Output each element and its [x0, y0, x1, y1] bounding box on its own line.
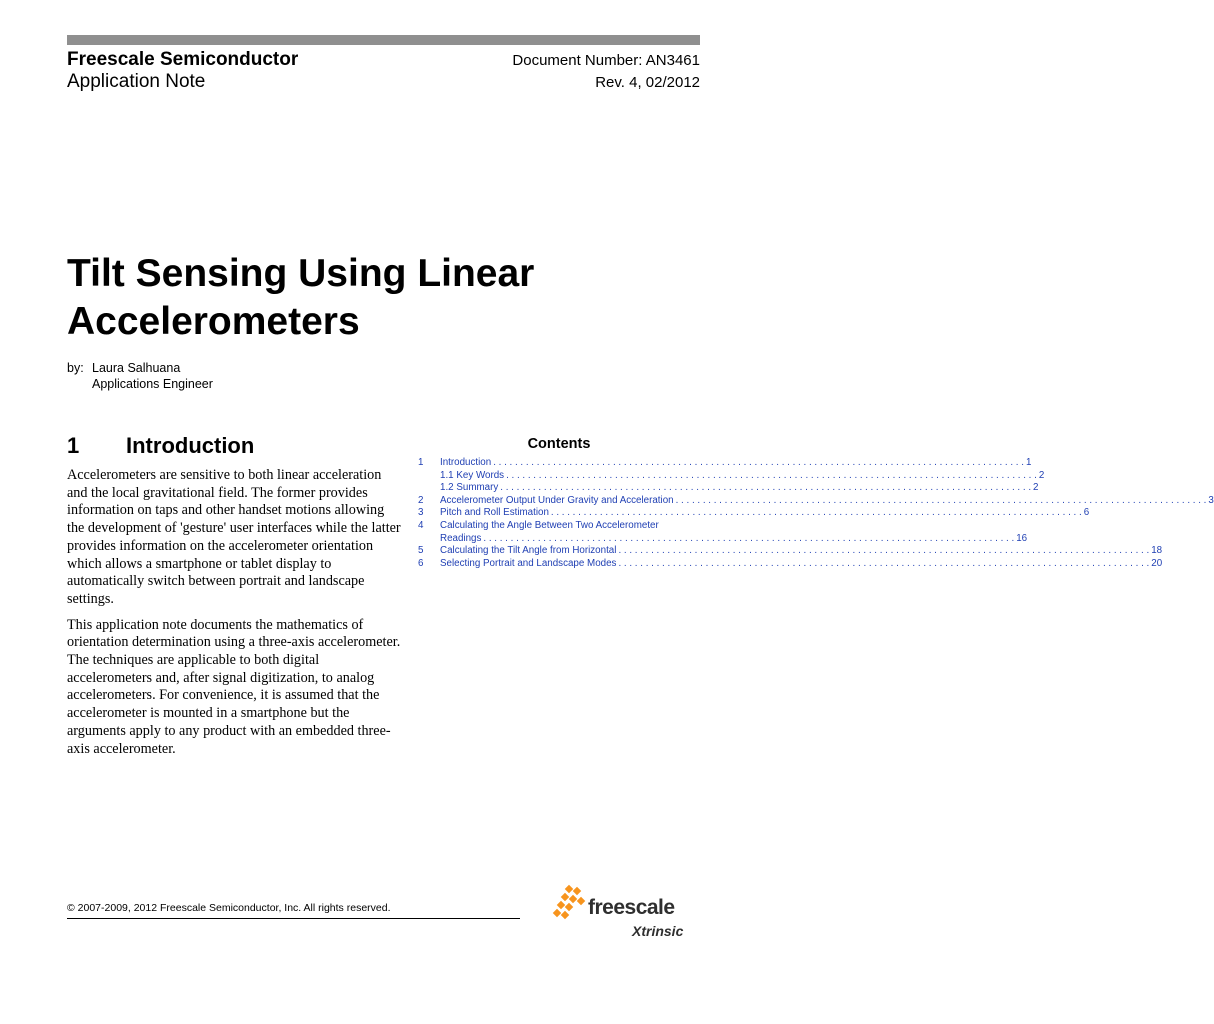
- toc-leader-dots: [506, 470, 1037, 483]
- toc-leader-dots: [676, 495, 1207, 508]
- revision: Rev. 4, 02/2012: [595, 74, 700, 91]
- toc-leader-dots: [618, 558, 1149, 571]
- section-body: [67, 467, 405, 766]
- toc-entry-label: Pitch and Roll Estimation: [440, 507, 549, 519]
- toc-entry-page: 2: [1038, 469, 1045, 481]
- toc-entry-page: 18: [1151, 545, 1163, 557]
- toc-entry-number: 1: [418, 457, 424, 468]
- toc-entry[interactable]: [418, 494, 1214, 508]
- toc-entry-page: 16: [1016, 532, 1028, 544]
- logo-subbrand: Xtrinsic: [632, 923, 684, 939]
- toc-entry[interactable]: [418, 520, 700, 533]
- toc-entry[interactable]: [418, 507, 1090, 520]
- toc-leader-dots: [483, 533, 1014, 546]
- freescale-logo: [552, 882, 702, 944]
- title-line-1: Tilt Sensing Using Linear: [67, 252, 535, 295]
- section-heading: [67, 433, 254, 459]
- toc-entry[interactable]: [418, 545, 1163, 558]
- by-label: by:: [67, 361, 84, 375]
- toc-entry-number: 3: [418, 507, 424, 519]
- section-title: Introduction: [126, 433, 255, 458]
- toc-entry-label: Readings: [440, 532, 482, 544]
- document-number: Document Number: AN3461: [512, 52, 700, 69]
- toc-entry-number: 4: [418, 519, 424, 531]
- toc-entry[interactable]: [418, 557, 1163, 571]
- toc-entry[interactable]: [418, 532, 1028, 546]
- paragraph: This application note documents the mathematics of orientation determination using a three-axis accelerometer. The techniques are applicable to both digital accelerometers and, after signal digitization, to analog accelerometers. For convenience, it is assumed that the accelerometer is mounted in a smartphone but the arguments apply to any product with an embedded three-axis accelerometer.: [67, 616, 401, 757]
- toc-entry-number: 6: [418, 557, 424, 569]
- toc-entry-page: 20: [1151, 557, 1163, 569]
- document-title: [67, 250, 534, 346]
- title-line-2: Accelerometers: [67, 300, 360, 343]
- toc-entry-page: 2: [1033, 482, 1039, 494]
- paragraph: Accelerometers are sensitive to both linear acceleration and the local gravitational field. The former provides information on taps and other handset motions allowing the development of 'gesture' user interfaces while the latter provides information on the accelerometer orientation which allows a smartphone or tablet display to automatically switch between portrait and landscape settings.: [67, 467, 401, 607]
- toc-entry-label: Accelerometer Output Under Gravity and Acceleration: [440, 494, 674, 506]
- toc-entry-page: 1: [1025, 457, 1032, 468]
- section-number: 1: [67, 433, 80, 458]
- toc-leader-dots: [500, 482, 1031, 495]
- toc-entry-label: 1.1 Key Words: [440, 469, 505, 481]
- toc-entry[interactable]: [418, 469, 1045, 483]
- author-block: [67, 360, 213, 392]
- toc-leader-dots: [618, 545, 1149, 558]
- company-name: Freescale Semiconductor: [67, 49, 299, 70]
- copyright-notice: © 2007-2009, 2012 Freescale Semiconductor, Inc. All rights reserved.: [67, 902, 391, 914]
- toc-leader-dots: [551, 507, 1082, 520]
- footer-rule: [67, 918, 520, 919]
- table-of-contents: [418, 457, 1214, 570]
- toc-entry-label: Calculating the Tilt Angle from Horizontal: [440, 545, 617, 557]
- contents-title: Contents: [527, 436, 591, 452]
- toc-entry-number: 5: [418, 545, 424, 557]
- toc-entry-number: 2: [418, 494, 424, 506]
- toc-entry-page: 3: [1208, 494, 1214, 506]
- toc-entry[interactable]: [418, 457, 1032, 470]
- toc-entry-label: Calculating the Angle Between Two Accelerometer: [440, 519, 659, 531]
- toc-leader-dots: [493, 457, 1024, 470]
- author-name: Laura Salhuana: [92, 361, 181, 375]
- header-bar: [67, 35, 700, 45]
- author-role: Applications Engineer: [92, 377, 213, 391]
- toc-entry-label: Introduction: [440, 457, 492, 468]
- freescale-logo-icon: [552, 886, 590, 926]
- toc-entry-label: 1.2 Summary: [440, 482, 499, 494]
- toc-entry-page: 6: [1083, 507, 1090, 519]
- toc-entry-label: Selecting Portrait and Landscape Modes: [440, 557, 617, 569]
- document-type: Application Note: [67, 71, 206, 92]
- toc-entry[interactable]: [418, 482, 1039, 495]
- logo-wordmark: freescale: [588, 896, 675, 919]
